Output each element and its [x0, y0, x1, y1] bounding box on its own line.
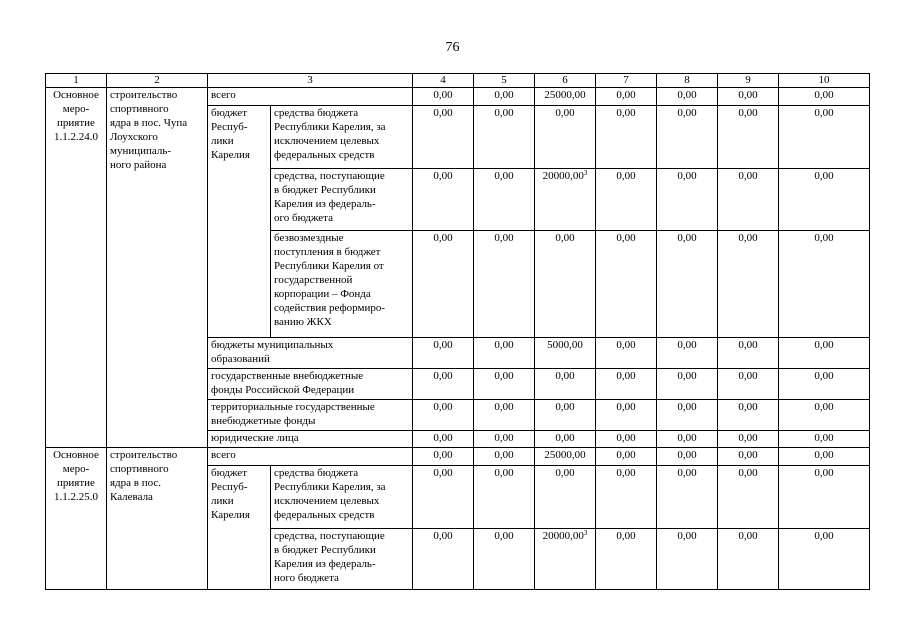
value-cell [718, 466, 779, 529]
header-cell: 8 [657, 74, 718, 88]
value-cell [535, 400, 596, 431]
value-text: 0,00 [738, 89, 758, 101]
value-cell [596, 400, 657, 431]
header-cell: 5 [474, 74, 535, 88]
value-cell [596, 529, 657, 590]
value-text: 0,00 [738, 530, 758, 542]
sub-source-label-cell [271, 231, 413, 338]
value-text: 0,00 [555, 107, 575, 119]
footnote-mark: 3 [583, 529, 588, 537]
header-cell: 4 [413, 74, 474, 88]
value-text: 0,00 [433, 107, 453, 119]
source-label-cell [208, 400, 413, 431]
source-label-cell [208, 369, 413, 400]
value-cell [779, 529, 870, 590]
value-cell [596, 88, 657, 106]
value-text: 0,00 [814, 432, 834, 444]
value-text: 0,00 [616, 530, 636, 542]
source-label-cell: всего [208, 88, 413, 106]
value-cell [657, 106, 718, 169]
table-row [46, 448, 870, 466]
text-line: Калевала [110, 491, 153, 503]
value-cell [413, 231, 474, 338]
text-line: Карелия [211, 149, 250, 161]
text-line: Основное [53, 89, 99, 101]
value-text: 0,00 [616, 107, 636, 119]
value-text: 0,00 [677, 89, 697, 101]
value-text: 0,00 [814, 530, 834, 542]
value-cell [474, 338, 535, 369]
text-line: строительство [110, 449, 178, 461]
value-cell [657, 529, 718, 590]
budget-label-cell [208, 106, 271, 338]
value-text: 0,00 [433, 170, 453, 182]
value-cell [779, 338, 870, 369]
text-line: 1.1.2.24.0 [54, 131, 98, 143]
value-cell [474, 529, 535, 590]
value-text: 0,00 [616, 467, 636, 479]
activity-cell [107, 88, 208, 448]
value-cell [779, 231, 870, 338]
value-cell [718, 431, 779, 448]
value-text: 0,00 [677, 107, 697, 119]
value-cell [718, 338, 779, 369]
text-line: муниципаль- [110, 145, 172, 157]
text-line: исключением целевых [274, 135, 380, 147]
value-text: 0,00 [677, 339, 697, 351]
value-text: 0,00 [433, 449, 453, 461]
value-text: 0,00 [616, 339, 636, 351]
value-text: 0,00 [738, 370, 758, 382]
measure-cell [46, 88, 107, 448]
text-line: приятие [57, 477, 95, 489]
value-text: 0,00 [555, 432, 575, 444]
text-line: территориальные государственные [211, 401, 375, 413]
text-line: внебюджетные фонды [211, 415, 316, 427]
value-cell [718, 400, 779, 431]
value-text: 0,00 [814, 89, 834, 101]
value-text: 0,00 [494, 89, 514, 101]
source-label-cell [208, 338, 413, 369]
value-text: 20000,00 [542, 170, 584, 182]
text-line: ного бюджета [274, 572, 339, 584]
text-line: ного района [110, 159, 167, 171]
value-cell [657, 231, 718, 338]
text-line: фонды Российской Федерации [211, 384, 355, 396]
value-cell [535, 369, 596, 400]
text-line: ядра в пос. Чупа [110, 117, 188, 129]
source-label-cell: всего [208, 448, 413, 466]
value-cell [779, 106, 870, 169]
text-line: юридические лица [211, 432, 299, 444]
budget-table [45, 73, 870, 590]
value-text: 0,00 [494, 401, 514, 413]
value-cell [779, 369, 870, 400]
value-cell [657, 88, 718, 106]
value-text: 0,00 [814, 401, 834, 413]
header-cell: 9 [718, 74, 779, 88]
value-cell [718, 529, 779, 590]
header-cell: 10 [779, 74, 870, 88]
value-cell [657, 338, 718, 369]
header-cell: 3 [208, 74, 413, 88]
header-cell: 1 [46, 74, 107, 88]
header-row [46, 74, 870, 88]
text-line: Карелия из федераль- [274, 198, 376, 210]
value-text: 0,00 [814, 449, 834, 461]
value-cell [474, 369, 535, 400]
value-cell [535, 231, 596, 338]
value-cell [535, 169, 596, 231]
sub-source-label-cell [271, 529, 413, 590]
value-text: 0,00 [555, 401, 575, 413]
value-cell [413, 88, 474, 106]
value-cell [596, 169, 657, 231]
header-cell: 7 [596, 74, 657, 88]
value-cell [535, 338, 596, 369]
value-cell [779, 169, 870, 231]
text-line: Респуб- [211, 481, 248, 493]
value-text: 0,00 [616, 89, 636, 101]
text-line: средства, поступающие [274, 170, 385, 182]
value-text: 0,00 [494, 170, 514, 182]
text-line: лики [211, 495, 234, 507]
text-line: поступления в бюджет [274, 246, 381, 258]
value-cell [413, 448, 474, 466]
value-text: 0,00 [738, 467, 758, 479]
value-text: 0,00 [814, 370, 834, 382]
value-cell [535, 529, 596, 590]
text-line: в бюджет Республики [274, 544, 376, 556]
value-cell [413, 369, 474, 400]
value-text: 0,00 [814, 467, 834, 479]
source-label-cell [208, 431, 413, 448]
sub-source-label-cell [271, 169, 413, 231]
text-line: государственные внебюджетные [211, 370, 364, 382]
text-line: Респуб- [211, 121, 248, 133]
table-row [46, 88, 870, 106]
value-cell [596, 431, 657, 448]
text-line: строительство [110, 89, 178, 101]
text-line: ванию ЖКХ [274, 316, 332, 328]
text-line: Основное [53, 449, 99, 461]
activity-cell [107, 448, 208, 590]
text-line: Республики Карелия, за [274, 121, 386, 133]
value-cell [413, 106, 474, 169]
value-cell [474, 169, 535, 231]
budget-label-cell [208, 466, 271, 590]
value-cell [596, 106, 657, 169]
value-text: 20000,00 [542, 530, 584, 542]
value-text: 0,00 [433, 530, 453, 542]
text-line: лики [211, 135, 234, 147]
value-text: 0,00 [433, 89, 453, 101]
header-cell: 2 [107, 74, 208, 88]
text-line: Республики Карелия от [274, 260, 384, 272]
value-text: 0,00 [494, 467, 514, 479]
value-text: 0,00 [677, 370, 697, 382]
value-text: 0,00 [433, 232, 453, 244]
text-line: 1.1.2.25.0 [54, 491, 98, 503]
text-line: образований [211, 353, 270, 365]
text-line: в бюджет Республики [274, 184, 376, 196]
value-cell [718, 106, 779, 169]
value-cell [535, 88, 596, 106]
value-cell [718, 88, 779, 106]
value-text: 0,00 [738, 449, 758, 461]
value-text: 0,00 [555, 370, 575, 382]
value-text: 5000,00 [547, 339, 583, 351]
value-cell [596, 448, 657, 466]
text-line: меро- [62, 103, 90, 115]
page-number: 76 [445, 40, 460, 55]
value-text: 0,00 [494, 107, 514, 119]
text-line: ядра в пос. [110, 477, 162, 489]
value-cell [474, 466, 535, 529]
value-text: 0,00 [616, 432, 636, 444]
value-text: 0,00 [677, 530, 697, 542]
text-line: федеральных средств [274, 149, 375, 161]
value-cell [718, 369, 779, 400]
header-cell: 6 [535, 74, 596, 88]
value-cell [779, 88, 870, 106]
value-cell [535, 106, 596, 169]
value-cell [779, 400, 870, 431]
value-cell [413, 169, 474, 231]
value-cell [474, 88, 535, 106]
text-line: спортивного [110, 463, 169, 475]
text-line: исключением целевых [274, 495, 380, 507]
value-text: 0,00 [433, 370, 453, 382]
value-text: 0,00 [616, 170, 636, 182]
value-text: 0,00 [814, 232, 834, 244]
value-text: 0,00 [677, 401, 697, 413]
value-cell [718, 169, 779, 231]
value-text: 0,00 [494, 370, 514, 382]
value-text: 0,00 [677, 170, 697, 182]
text-line: федеральных средств [274, 509, 375, 521]
text-line: Карелия [211, 509, 250, 521]
text-line: бюджет [211, 467, 247, 479]
value-text: 0,00 [738, 401, 758, 413]
value-text: 0,00 [677, 432, 697, 444]
text-line: государственной [274, 274, 353, 286]
value-cell [596, 466, 657, 529]
value-text: 0,00 [616, 370, 636, 382]
footnote-mark: 3 [583, 169, 588, 177]
value-cell [657, 169, 718, 231]
value-cell [474, 106, 535, 169]
table-body [46, 74, 870, 590]
text-line: ого бюджета [274, 212, 334, 224]
value-cell [718, 231, 779, 338]
value-text: 0,00 [433, 339, 453, 351]
value-text: 0,00 [433, 401, 453, 413]
value-cell [718, 448, 779, 466]
text-line: корпорации – Фонда [274, 288, 371, 300]
value-text: 0,00 [494, 339, 514, 351]
value-cell [657, 369, 718, 400]
value-cell [779, 448, 870, 466]
value-cell [474, 400, 535, 431]
text-line: средства, поступающие [274, 530, 385, 542]
text-line: спортивного [110, 103, 169, 115]
value-text: 0,00 [494, 530, 514, 542]
value-cell [413, 466, 474, 529]
value-text: 0,00 [433, 467, 453, 479]
value-text: 0,00 [494, 232, 514, 244]
text-line: средства бюджета [274, 107, 359, 119]
text-line: содействия реформиро- [274, 302, 385, 314]
value-text: 0,00 [738, 170, 758, 182]
value-cell [596, 338, 657, 369]
sub-source-label-cell [271, 466, 413, 529]
value-cell [535, 448, 596, 466]
text-line: безвозмездные [274, 232, 344, 244]
value-cell [474, 431, 535, 448]
value-cell [535, 431, 596, 448]
value-text: 0,00 [738, 432, 758, 444]
value-text: 0,00 [738, 232, 758, 244]
text-line: средства бюджета [274, 467, 359, 479]
value-cell [413, 431, 474, 448]
text-line: бюджеты муниципальных [211, 339, 334, 351]
text-line: приятие [57, 117, 95, 129]
value-cell [779, 431, 870, 448]
value-text: 0,00 [677, 449, 697, 461]
value-cell [657, 431, 718, 448]
value-text: 0,00 [677, 467, 697, 479]
text-line: бюджет [211, 107, 247, 119]
measure-cell [46, 448, 107, 590]
text-line: Республики Карелия, за [274, 481, 386, 493]
text-line: меро- [62, 463, 90, 475]
value-text: 0,00 [814, 170, 834, 182]
value-text: 0,00 [677, 232, 697, 244]
sub-source-label-cell [271, 106, 413, 169]
text-line: Карелия из федераль- [274, 558, 376, 570]
value-text: 0,00 [494, 449, 514, 461]
value-text: 0,00 [555, 467, 575, 479]
value-text: 0,00 [738, 339, 758, 351]
value-text: 0,00 [814, 339, 834, 351]
value-text: 0,00 [494, 432, 514, 444]
value-text: 0,00 [738, 107, 758, 119]
value-text: 0,00 [433, 432, 453, 444]
value-cell [596, 231, 657, 338]
value-cell [474, 448, 535, 466]
value-text: 25000,00 [544, 89, 586, 101]
value-cell [779, 466, 870, 529]
value-cell [535, 466, 596, 529]
text-line: Лоухского [110, 131, 158, 143]
value-text: 25000,00 [544, 449, 586, 461]
value-cell [657, 448, 718, 466]
value-cell [596, 369, 657, 400]
value-cell [657, 466, 718, 529]
value-text: 0,00 [555, 232, 575, 244]
value-text: 0,00 [814, 107, 834, 119]
value-cell [657, 400, 718, 431]
value-text: 0,00 [616, 232, 636, 244]
value-cell [474, 231, 535, 338]
value-text: 0,00 [616, 401, 636, 413]
value-cell [413, 338, 474, 369]
value-cell [413, 400, 474, 431]
value-cell [413, 529, 474, 590]
value-text: 0,00 [616, 449, 636, 461]
